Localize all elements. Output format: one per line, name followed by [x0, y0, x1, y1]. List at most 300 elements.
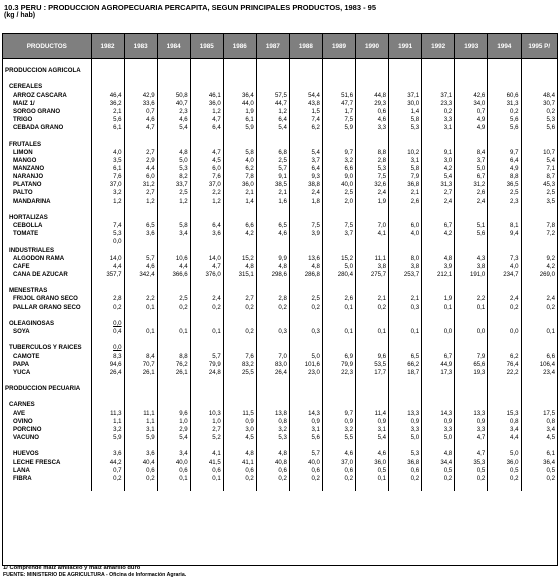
empty-cell	[322, 377, 355, 385]
empty-cell	[124, 401, 157, 409]
value-cell: 4,8	[223, 263, 256, 271]
value-cell: 7,9	[389, 173, 422, 181]
empty-cell	[91, 141, 124, 149]
value-cell: 9,1	[422, 149, 455, 157]
empty-cell	[223, 287, 256, 295]
table-row	[3, 165, 557, 173]
value-cell: 1,9	[223, 108, 256, 116]
value-cell: 0,6	[190, 467, 223, 475]
table-row	[3, 475, 557, 483]
empty-cell	[223, 59, 256, 68]
value-cell: 3,7	[289, 157, 322, 165]
empty-cell	[157, 377, 190, 385]
value-cell: 9,0	[322, 173, 355, 181]
value-cell: 6,8	[256, 149, 289, 157]
value-cell	[422, 238, 455, 246]
value-cell: 36,8	[389, 181, 422, 189]
value-cell: 106,4	[539, 360, 555, 368]
value-cell: 14,3	[289, 410, 322, 418]
value-cell: 6,5	[389, 353, 422, 361]
value-cell: 366,6	[157, 271, 190, 279]
empty-cell	[521, 206, 557, 214]
unit-label: (kg / hab)	[4, 12, 36, 19]
value-cell: 6,0	[190, 165, 223, 173]
value-cell: 5,0	[488, 450, 521, 458]
value-cell: 18,7	[389, 369, 422, 377]
empty-cell	[223, 83, 256, 91]
empty-cell	[157, 393, 190, 401]
category-row	[3, 287, 557, 295]
value-cell: 0,6	[124, 467, 157, 475]
column-header-year: 1986	[223, 34, 256, 59]
value-cell: 10,7	[543, 148, 555, 156]
empty-cell	[488, 279, 521, 287]
value-cell: 2,4	[546, 295, 555, 303]
empty-cell	[521, 393, 557, 401]
value-cell: 0,2	[488, 475, 521, 483]
empty-cell	[190, 385, 223, 393]
value-cell: 0,6	[289, 467, 322, 475]
empty-cell	[190, 83, 223, 91]
empty-cell	[322, 320, 355, 328]
value-cell: 13,3	[389, 410, 422, 418]
value-cell: 38,8	[289, 181, 322, 189]
value-cell: 0,2	[91, 304, 124, 312]
value-cell: 0,2	[422, 475, 455, 483]
value-cell: 4,9	[455, 124, 488, 132]
value-cell: 2,3	[488, 198, 521, 206]
value-cell: 342,4	[124, 271, 157, 279]
value-cell: 5,3	[256, 434, 289, 442]
value-cell: 5,4	[256, 124, 289, 132]
value-cell: 7,0	[356, 222, 389, 230]
empty-cell	[157, 279, 190, 287]
value-cell: 0,0	[488, 328, 521, 336]
value-cell: 8,8	[157, 353, 190, 361]
empty-cell	[190, 401, 223, 409]
empty-cell	[289, 401, 322, 409]
category-label: FRUTALES	[3, 141, 91, 149]
value-cell: 83,2	[223, 361, 256, 369]
value-cell: 36,8	[389, 459, 422, 467]
value-cell: 2,2	[190, 189, 223, 197]
value-cell: 26,4	[91, 369, 124, 377]
value-cell: 44,2	[91, 459, 124, 467]
value-cell: 24,8	[190, 369, 223, 377]
empty-cell	[322, 401, 355, 409]
empty-cell	[356, 344, 389, 352]
column-header-year: 1985	[190, 34, 223, 59]
value-cell: 3,7	[455, 157, 488, 165]
empty-cell	[521, 132, 557, 140]
value-cell: 0,6	[356, 108, 389, 116]
empty-cell	[455, 483, 488, 491]
value-cell: 1,2	[91, 198, 124, 206]
value-cell: 3,3	[422, 426, 455, 434]
empty-cell	[322, 344, 355, 352]
value-cell: 9,4	[488, 230, 521, 238]
empty-cell	[521, 320, 557, 328]
value-cell: 7,0	[256, 353, 289, 361]
value-cell: 4,8	[422, 450, 455, 458]
category-label: OLEAGINOSAS	[3, 320, 91, 328]
empty-cell	[356, 206, 389, 214]
value-cell: 40,0	[289, 459, 322, 467]
value-cell: 2,5	[256, 157, 289, 165]
empty-cell	[521, 377, 557, 385]
value-cell: 4,6	[157, 116, 190, 124]
empty-cell	[356, 312, 389, 320]
empty-cell	[124, 247, 157, 255]
value-cell: 1,4	[389, 108, 422, 116]
value-cell: 33,7	[157, 181, 190, 189]
value-cell: 34,0	[455, 100, 488, 108]
product-label	[3, 483, 91, 491]
value-cell: 2,4	[190, 295, 223, 303]
empty-cell	[322, 312, 355, 320]
value-cell: 269,0	[539, 271, 555, 278]
value-cell: 0,4	[91, 328, 124, 336]
empty-cell	[190, 59, 223, 68]
empty-cell	[157, 287, 190, 295]
value-cell: 46,4	[91, 92, 124, 100]
value-cell: 0,2	[488, 304, 521, 312]
value-cell: 41,5	[190, 459, 223, 467]
value-cell: 0,2	[256, 475, 289, 483]
value-cell: 2,6	[389, 198, 422, 206]
table-row	[3, 328, 557, 336]
value-cell: 3,2	[322, 157, 355, 165]
value-cell: 2,9	[124, 157, 157, 165]
value-cell: 0,5	[546, 466, 555, 474]
value-cell: 4,8	[256, 263, 289, 271]
empty-cell	[488, 287, 521, 295]
value-cell: 4,7	[190, 149, 223, 157]
value-cell: 1,2	[157, 198, 190, 206]
value-cell: 3,9	[289, 230, 322, 238]
value-cell: 2,9	[157, 426, 190, 434]
empty-cell	[488, 59, 521, 68]
empty-cell	[223, 67, 256, 75]
value-cell: 36,5	[488, 181, 521, 189]
product-label: SORGO GRANO	[3, 108, 91, 116]
empty-cell	[223, 344, 256, 352]
value-cell: 5,6	[91, 116, 124, 124]
empty-cell	[223, 336, 256, 344]
value-cell: 2,7	[190, 426, 223, 434]
product-label: LECHE FRESCA	[3, 459, 91, 467]
product-label	[3, 377, 91, 385]
empty-cell	[488, 320, 521, 328]
value-cell: 36,0	[488, 459, 521, 467]
empty-cell	[124, 336, 157, 344]
value-cell: 0,1	[356, 475, 389, 483]
category-row	[3, 344, 557, 352]
table-row	[3, 304, 557, 312]
empty-cell	[124, 442, 157, 450]
value-cell: 48,4	[543, 91, 555, 99]
empty-cell	[488, 483, 521, 491]
empty-cell	[289, 132, 322, 140]
value-cell: 0,9	[289, 418, 322, 426]
value-cell: 50,8	[157, 92, 190, 100]
column-header-productos: PRODUCTOS	[3, 34, 91, 59]
value-cell: 17,3	[422, 369, 455, 377]
empty-cell	[389, 59, 422, 68]
value-cell: 1,2	[124, 198, 157, 206]
value-cell: 4,7	[190, 116, 223, 124]
value-cell: 7,6	[91, 173, 124, 181]
empty-cell	[289, 344, 322, 352]
value-cell: 44,0	[223, 100, 256, 108]
section-row	[3, 385, 557, 393]
value-cell: 357,7	[91, 271, 124, 279]
column-header-year: 1983	[124, 34, 157, 59]
section-row	[3, 67, 557, 75]
empty-cell	[322, 206, 355, 214]
empty-cell	[389, 320, 422, 328]
empty-cell	[91, 483, 124, 491]
value-cell: 2,5	[322, 189, 355, 197]
value-cell: 0,6	[223, 467, 256, 475]
empty-cell	[256, 336, 289, 344]
value-cell: 0,1	[157, 475, 190, 483]
empty-cell	[256, 75, 289, 83]
empty-cell	[422, 287, 455, 295]
empty-cell	[190, 247, 223, 255]
empty-cell	[124, 287, 157, 295]
value-cell: 6,5	[124, 222, 157, 230]
empty-cell	[521, 442, 557, 450]
value-cell: 3,3	[389, 426, 422, 434]
empty-cell	[356, 385, 389, 393]
empty-cell	[91, 385, 124, 393]
empty-cell	[157, 312, 190, 320]
value-cell: 3,8	[356, 263, 389, 271]
value-cell: 3,4	[546, 425, 555, 433]
value-cell: 23,0	[289, 369, 322, 377]
value-cell	[322, 238, 355, 246]
value-cell: 76,2	[157, 361, 190, 369]
value-cell: 11,5	[223, 410, 256, 418]
value-cell: 41,1	[223, 459, 256, 467]
value-cell: 0,0	[91, 320, 124, 328]
value-cell: 0,9	[223, 418, 256, 426]
spacer-row	[3, 336, 557, 344]
value-cell: 5,7	[289, 450, 322, 458]
value-cell: 8,2	[157, 173, 190, 181]
empty-cell	[322, 83, 355, 91]
empty-cell	[124, 206, 157, 214]
empty-cell	[190, 483, 223, 491]
value-cell: 4,8	[157, 149, 190, 157]
value-cell: 13,3	[455, 410, 488, 418]
empty-cell	[356, 401, 389, 409]
value-cell: 11,3	[91, 410, 124, 418]
value-cell: 0,8	[256, 418, 289, 426]
column-header-year: 1982	[91, 34, 124, 59]
value-cell: 54,4	[289, 92, 322, 100]
value-cell: 0,2	[322, 475, 355, 483]
value-cell: 212,1	[422, 271, 455, 279]
spacer-row	[3, 75, 557, 83]
product-label: PALLAR GRANO SECO	[3, 304, 91, 312]
value-cell: 7,4	[91, 222, 124, 230]
empty-cell	[289, 377, 322, 385]
empty-cell	[256, 206, 289, 214]
value-cell: 3,4	[157, 450, 190, 458]
empty-cell	[124, 67, 157, 75]
value-cell: 3,4	[488, 426, 521, 434]
empty-cell	[455, 75, 488, 83]
value-cell: 0,2	[455, 475, 488, 483]
table-row	[3, 238, 557, 246]
empty-cell	[356, 287, 389, 295]
empty-cell	[91, 312, 124, 320]
empty-cell	[157, 320, 190, 328]
table-header-row	[3, 34, 557, 59]
product-label: TRIGO	[3, 116, 91, 124]
empty-cell	[157, 59, 190, 68]
value-cell: 83,0	[256, 361, 289, 369]
empty-cell	[422, 279, 455, 287]
value-cell: 6,6	[223, 222, 256, 230]
empty-cell	[356, 75, 389, 83]
value-cell: 44,8	[356, 92, 389, 100]
value-cell: 8,3	[91, 353, 124, 361]
value-cell: 0,9	[322, 418, 355, 426]
empty-cell	[223, 141, 256, 149]
product-label	[3, 442, 91, 450]
category-row	[3, 320, 557, 328]
product-label: VACUNO	[3, 434, 91, 442]
empty-cell	[91, 214, 124, 222]
value-cell: 35,3	[455, 459, 488, 467]
empty-cell	[223, 312, 256, 320]
value-cell: 0,9	[356, 418, 389, 426]
empty-cell	[422, 312, 455, 320]
empty-cell	[422, 320, 455, 328]
empty-cell	[223, 401, 256, 409]
value-cell: 8,8	[488, 173, 521, 181]
empty-cell	[488, 336, 521, 344]
value-cell: 376,0	[190, 271, 223, 279]
empty-cell	[488, 393, 521, 401]
value-cell: 0,2	[356, 304, 389, 312]
value-cell: 1,1	[124, 418, 157, 426]
value-cell: 4,4	[124, 165, 157, 173]
value-cell: 4,2	[223, 230, 256, 238]
column-header-year: 1994	[488, 34, 521, 59]
table-row	[3, 459, 557, 467]
empty-cell	[124, 83, 157, 91]
value-cell: 32,6	[356, 181, 389, 189]
empty-cell	[256, 442, 289, 450]
value-cell: 4,3	[455, 255, 488, 263]
value-cell: 2,7	[124, 189, 157, 197]
value-cell: 22,3	[322, 369, 355, 377]
value-cell: 3,5	[91, 157, 124, 165]
value-cell: 0,6	[322, 467, 355, 475]
value-cell: 13,6	[289, 255, 322, 263]
value-cell: 0,9	[455, 418, 488, 426]
empty-cell	[389, 214, 422, 222]
value-cell: 5,6	[455, 230, 488, 238]
empty-cell	[190, 67, 223, 75]
value-cell: 0,2	[289, 304, 322, 312]
value-cell: 0,2	[91, 475, 124, 483]
value-cell: 5,0	[422, 434, 455, 442]
table-row	[3, 181, 557, 189]
value-cell: 5,0	[289, 353, 322, 361]
value-cell: 0,0	[91, 344, 124, 352]
value-cell: 253,7	[389, 271, 422, 279]
empty-cell	[157, 206, 190, 214]
empty-cell	[455, 312, 488, 320]
value-cell: 3,8	[455, 263, 488, 271]
empty-cell	[455, 206, 488, 214]
value-cell: 3,6	[91, 450, 124, 458]
value-cell: 5,0	[389, 434, 422, 442]
empty-cell	[256, 287, 289, 295]
value-cell: 0,7	[91, 467, 124, 475]
empty-cell	[256, 141, 289, 149]
empty-cell	[389, 279, 422, 287]
empty-cell	[356, 377, 389, 385]
value-cell: 6,7	[422, 222, 455, 230]
column-header-year: 1984	[157, 34, 190, 59]
value-cell: 9,7	[322, 149, 355, 157]
value-cell: 15,2	[223, 255, 256, 263]
value-cell: 2,4	[455, 198, 488, 206]
value-cell: 7,8	[223, 173, 256, 181]
empty-cell	[389, 344, 422, 352]
value-cell: 6,9	[322, 353, 355, 361]
value-cell: 4,7	[124, 124, 157, 132]
empty-cell	[356, 67, 389, 75]
value-cell: 4,2	[422, 230, 455, 238]
empty-cell	[322, 132, 355, 140]
empty-cell	[488, 442, 521, 450]
product-label	[3, 59, 91, 68]
value-cell: 0,2	[546, 107, 555, 115]
value-cell: 0,9	[422, 418, 455, 426]
empty-cell	[223, 279, 256, 287]
value-cell: 3,1	[356, 426, 389, 434]
spacer-row	[3, 59, 557, 68]
value-cell: 298,6	[256, 271, 289, 279]
value-cell: 5,9	[124, 434, 157, 442]
product-label: PAPA	[3, 361, 91, 369]
empty-cell	[488, 312, 521, 320]
empty-cell	[190, 393, 223, 401]
empty-cell	[521, 83, 557, 91]
category-label: TUBERCULOS Y RAICES	[3, 344, 91, 352]
value-cell: 7,6	[190, 173, 223, 181]
value-cell: 36,0	[190, 100, 223, 108]
value-cell: 275,7	[356, 271, 389, 279]
empty-cell	[356, 247, 389, 255]
empty-cell	[521, 75, 557, 83]
value-cell: 0,5	[356, 467, 389, 475]
empty-cell	[322, 287, 355, 295]
category-row	[3, 141, 557, 149]
value-cell: 4,8	[256, 450, 289, 458]
value-cell: 5,8	[223, 149, 256, 157]
empty-cell	[91, 67, 124, 75]
value-cell: 7,1	[546, 164, 555, 172]
value-cell: 5,0	[322, 263, 355, 271]
